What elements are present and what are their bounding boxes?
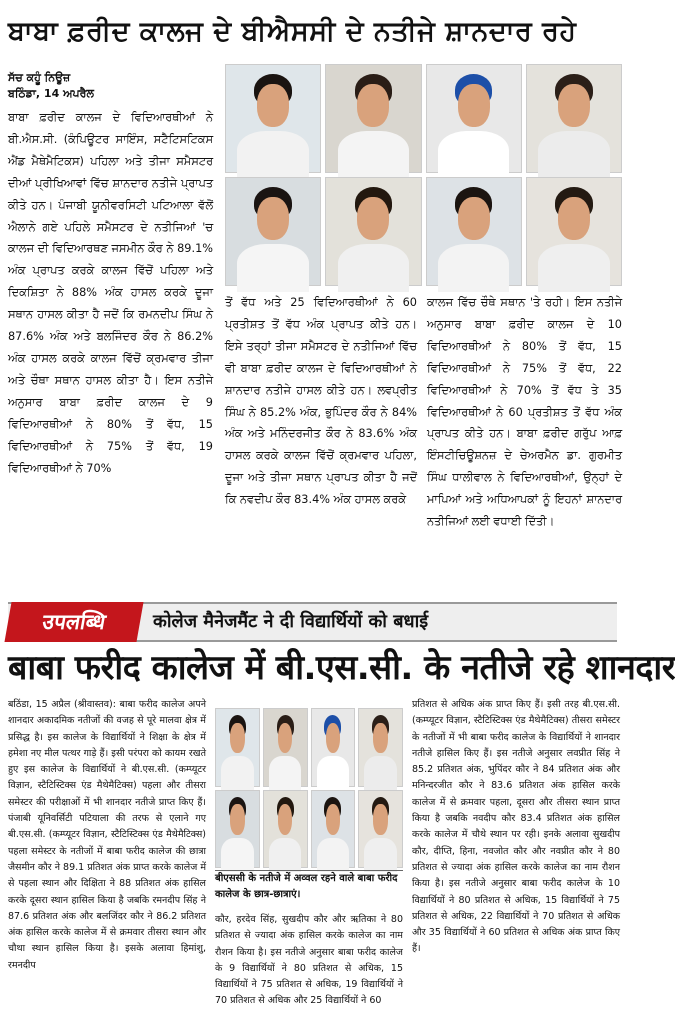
dateline: ਬਠਿੰਡਾ, 14 ਅਪਰੈਲ xyxy=(8,87,94,100)
student-photo xyxy=(325,64,421,173)
article2-column-3 xyxy=(412,697,620,997)
article2-body-1: बठिंडा, 15 अप्रैल (श्रीवास्तव): बाबा फरीद कालेज अपने शानदार अकादमिक नतीजों की वजह से पूरे मालवा क्षेत्र में प्रसिद्ध है। इस कालेज के विद्यार्थियों ने शिक्षा के क्षेत्र में हमेशा नए मील पत्थर गाड़े हैं। इसी परंपरा को कायम रखते हुए इस कालेज के विद्यार्थियों ने बी.एस.सी. (कम्प्यूटर विज्ञान, स्टैटिस्टिक्स एंड मैथेमैटिक्स) पहला और तीसरा समेस्टर की परीक्षाओं में भी शानदार नतीजे प्राप्त किए हैं। पंजाबी यूनिवर्सिटी पटियाला की तरफ से एलाने गए बी.एस.सी. (कम्प्यूटर विज्ञान, स्टैटिस्टिक्स एंड मैथेमैटिक्स) पहला समेस्टर के नतीजों में बाबा फरीद कालेज की छात्रा जैसमीन कौर ने 89.1 प्रतिशत अंक प्राप्त करके कालेज में से पहला स्थान और दिक्षिता ने 88 प्रतिशत अंक हासिल करके दूसरा स्थान हासिल किया है जबकि रमनदीप सिंह ने 87.6 प्रतिशत अंक और बलजिंदर कौर ने 86.2 प्रतिशत अंक हासिल करके कालेज में से क्रमवार तीसरा स्थान और चौथा स्थान हासिल किया है। इसके अलावा हिमांशु, रमनदीप xyxy=(8,699,206,971)
article1-column-1 xyxy=(8,107,213,595)
student-photo xyxy=(225,64,321,173)
student-photo xyxy=(311,790,356,869)
student-photo xyxy=(325,177,421,286)
banner-text: कोलेज मैनेजमैंट ने दी विद्यार्थियों को बधाई xyxy=(153,611,429,632)
article2-body-3: प्रतिशत से अधिक अंक प्राप्त किए हैं। इसी तरह बी.एस.सी. (कम्प्यूटर विज्ञान, स्टैटिस्टिक्स एंड मैथेमैटिक्स) तीसरा समेस्टर के नतीजों में भी बाबा फरीद कालेज के विद्यार्थियों ने शानदार नतीजे हासिल किए हैं। इस नतीजे अनुसार लवप्रीत सिंह ने 85.2 प्रतिशत अंक, भुपिंदर कौर ने 84 प्रतिशत अंक और मनिन्दरजीत कौर ने 83.6 प्रतिशत अंक हासिल करके कालेज में से क्रमवार पहला, दूसरा और तीसरा स्थान प्राप्त किया है जबकि नवदीप कौर 83.4 प्रतिशत अंक हासिल करके कालेज में चौथे स्थान पर रही। इनके अलावा सुखदीप कौर, दीप्ति, हिना, नवजोत कौर और नवप्रीत कौर ने 80 प्रतिशत से ज्यादा अंक हासिल करके कालेज का नाम रौशन किया है। इस नतीजे अनुसार बाबा फरीद कालेज के 10 विद्यार्थियों ने 80 प्रतिशत से अधिक, 15 विद्यार्थियों ने 75 प्रतिशत से अधिक, 22 विद्यार्थियों ने 70 प्रतिशत से अधिक और 35 विद्यार्थियों ने 60 प्रतिशत से अधिक अंक प्राप्त किए हैं। xyxy=(412,699,620,955)
article2-body-2: कौर, हरदेव सिंह, सुखदीप कौर और ऋतिका ने 80 प्रतिशत से ज्यादा अंक हासिल करके कालेज का नाम रौशन किया है। इस नतीजे अनुसार बाबा फरीद कालेज के 9 विद्यार्थियों ने 80 प्रतिशत से अधिक, 15 विद्यार्थियों ने 75 प्रतिशत से अधिक, 19 विद्यार्थियों ने 70 प्रतिशत से अधिक और 25 विद्यार्थियों ने 60 xyxy=(215,914,403,1007)
headline-hindi: बाबा फरीद कालेज में बी.एस.सी. के नतीजे रहे शानदार xyxy=(8,648,675,688)
news-source: ਸੱਚ ਕਹੂੰ ਨਿਊਜ਼ xyxy=(8,71,71,84)
student-photo xyxy=(526,177,622,286)
student-photo xyxy=(426,64,522,173)
student-photo xyxy=(358,790,403,869)
headline-punjabi: ਬਾਬਾ ਫ਼ਰੀਦ ਕਾਲਜ ਦੇ ਬੀਐਸਸੀ ਦੇ ਨਤੀਜੇ ਸ਼ਾਨਦਾਰ ਰਹੇ xyxy=(8,16,577,47)
student-photo xyxy=(215,790,260,869)
student-photo xyxy=(225,177,321,286)
achievement-badge: उपलब्धि xyxy=(4,602,143,642)
article2-column-2 xyxy=(215,912,403,1007)
article1-column-2 xyxy=(225,292,417,595)
student-photo xyxy=(263,790,308,869)
student-photo xyxy=(215,708,260,787)
student-photo xyxy=(311,708,356,787)
section-banner xyxy=(8,602,617,642)
student-photo xyxy=(426,177,522,286)
article1-column-3 xyxy=(427,292,622,595)
student-photo xyxy=(526,64,622,173)
student-photo xyxy=(263,708,308,787)
article1-body-1: ਬਾਬਾ ਫ਼ਰੀਦ ਕਾਲਜ ਦੇ ਵਿਦਿਆਰਥੀਆਂ ਨੇ ਬੀ.ਐਸ.ਸੀ. (ਕੰਪਿਊਟਰ ਸਾਇੰਸ, ਸਟੈਟਿਸਟਿਕਸ ਐਂਡ ਮੈਥੇਮੈਟਿਕਸ) ਪਹਿਲਾ ਅਤੇ ਤੀਜਾ ਸਮੈਸਟਰ ਦੀਆਂ ਪ੍ਰੀਖਿਆਵਾਂ ਵਿੱਚ ਸ਼ਾਨਦਾਰ ਨਤੀਜੇ ਪ੍ਰਾਪਤ ਕੀਤੇ ਹਨ। ਪੰਜਾਬੀ ਯੂਨੀਵਰਸਿਟੀ ਪਟਿਆਲਾ ਵੱਲੋਂ ਐਲਾਨੇ ਗਏ ਪਹਿਲੇ ਸਮੈਸਟਰ ਦੇ ਨਤੀਜਿਆਂ 'ਚ ਕਾਲਜ ਦੀ ਵਿਦਿਆਰਥਣ ਜਸਮੀਨ ਕੌਰ ਨੇ 89.1% ਅੰਕ ਪ੍ਰਾਪਤ ਕਰਕੇ ਕਾਲਜ ਵਿੱਚੋਂ ਪਹਿਲਾ ਅਤੇ ਦਿਕਸ਼ਿਤਾ ਨੇ 88% ਅੰਕ ਹਾਸਲ ਕਰਕੇ ਦੂਜਾ ਸਥਾਨ ਹਾਸਲ ਕੀਤਾ ਹੈ ਜਦੋਂ ਕਿ ਰਮਨਦੀਪ ਸਿੰਘ ਨੇ 87.6% ਅੰਕ ਅਤੇ ਬਲਜਿੰਦਰ ਕੌਰ ਨੇ 86.2% ਅੰਕ ਹਾਸਲ ਕਰਕੇ ਕਾਲਜ ਵਿੱਚੋਂ ਕ੍ਰਮਵਾਰ ਤੀਜਾ ਅਤੇ ਚੌਥਾ ਸਥਾਨ ਹਾਸਲ ਕੀਤਾ ਹੈ। ਇਸ ਨਤੀਜੇ ਅਨੁਸਾਰ ਬਾਬਾ ਫ਼ਰੀਦ ਕਾਲਜ ਦੇ 9 ਵਿਦਿਆਰਥੀਆਂ ਨੇ 80% ਤੋਂ ਵੱਧ, 15 ਵਿਦਿਆਰਥੀਆਂ ਨੇ 75% ਤੋਂ ਵੱਧ, 19 ਵਿਦਿਆਰਥੀਆਂ ਨੇ 70% xyxy=(8,111,213,475)
student-photo xyxy=(358,708,403,787)
article1-body-3: ਕਾਲਜ ਵਿੱਚ ਚੌਥੇ ਸਥਾਨ 'ਤੇ ਰਹੀ। ਇਸ ਨਤੀਜੇ ਅਨੁਸਾਰ ਬਾਬਾ ਫ਼ਰੀਦ ਕਾਲਜ ਦੇ 10 ਵਿਦਿਆਰਥੀਆਂ ਨੇ 80% ਤੋਂ ਵੱਧ, 15 ਵਿਦਿਆਰਥੀਆਂ ਨੇ 75% ਤੋਂ ਵੱਧ, 22 ਵਿਦਿਆਰਥੀਆਂ ਨੇ 70% ਤੋਂ ਵੱਧ ਤੇ 35 ਵਿਦਿਆਰਥੀਆਂ ਨੇ 60 ਪ੍ਰਤੀਸ਼ਤ ਤੋਂ ਵੱਧ ਅੰਕ ਪ੍ਰਾਪਤ ਕੀਤੇ ਹਨ। ਬਾਬਾ ਫ਼ਰੀਦ ਗਰੁੱਪ ਆਫ਼ ਇੰਸਟੀਚਿਊਸ਼ਨਜ਼ ਦੇ ਚੇਅਰਮੈਨ ਡਾ. ਗੁਰਮੀਤ ਸਿੰਘ ਧਾਲੀਵਾਲ ਨੇ ਵਿਦਿਆਰਥੀਆਂ, ਉਨ੍ਹਾਂ ਦੇ ਮਾਪਿਆਂ ਅਤੇ ਅਧਿਆਪਕਾਂ ਨੂੰ ਇਹਨਾਂ ਸ਼ਾਨਦਾਰ ਨਤੀਜਿਆਂ ਲਈ ਵਧਾਈ ਦਿੱਤੀ। xyxy=(427,296,622,529)
student-photo-grid-2 xyxy=(215,708,403,868)
photo-caption: बीएससी के नतीजे में अव्वल रहने वाले बाबा फरीद कालेज के छात्र-छात्राएं। xyxy=(215,870,403,907)
byline xyxy=(8,70,94,102)
student-photo-grid xyxy=(225,64,622,286)
article2-column-1 xyxy=(8,697,206,997)
article1-body-2: ਤੋਂ ਵੱਧ ਅਤੇ 25 ਵਿਦਿਆਰਥੀਆਂ ਨੇ 60 ਪ੍ਰਤੀਸ਼ਤ ਤੋਂ ਵੱਧ ਅੰਕ ਪ੍ਰਾਪਤ ਕੀਤੇ ਹਨ। ਇਸੇ ਤਰ੍ਹਾਂ ਤੀਜਾ ਸਮੈਸਟਰ ਦੇ ਨਤੀਜਿਆਂ ਵਿੱਚ ਵੀ ਬਾਬਾ ਫ਼ਰੀਦ ਕਾਲਜ ਦੇ ਵਿਦਿਆਰਥੀਆਂ ਨੇ ਸ਼ਾਨਦਾਰ ਨਤੀਜੇ ਹਾਸਲ ਕੀਤੇ ਹਨ। ਲਵਪ੍ਰੀਤ ਸਿੰਘ ਨੇ 85.2% ਅੰਕ, ਭੁਪਿੰਦਰ ਕੌਰ ਨੇ 84% ਅੰਕ ਅਤੇ ਮਨਿੰਦਰਜੀਤ ਕੌਰ ਨੇ 83.6% ਅੰਕ ਹਾਸਲ ਕਰਕੇ ਕਾਲਜ ਵਿੱਚੋਂ ਕ੍ਰਮਵਾਰ ਪਹਿਲਾ, ਦੂਜਾ ਅਤੇ ਤੀਜਾ ਸਥਾਨ ਪ੍ਰਾਪਤ ਕੀਤਾ ਹੈ ਜਦੋਂ ਕਿ ਨਵਦੀਪ ਕੌਰ 83.4% ਅੰਕ ਹਾਸਲ ਕਰਕੇ xyxy=(225,296,417,507)
